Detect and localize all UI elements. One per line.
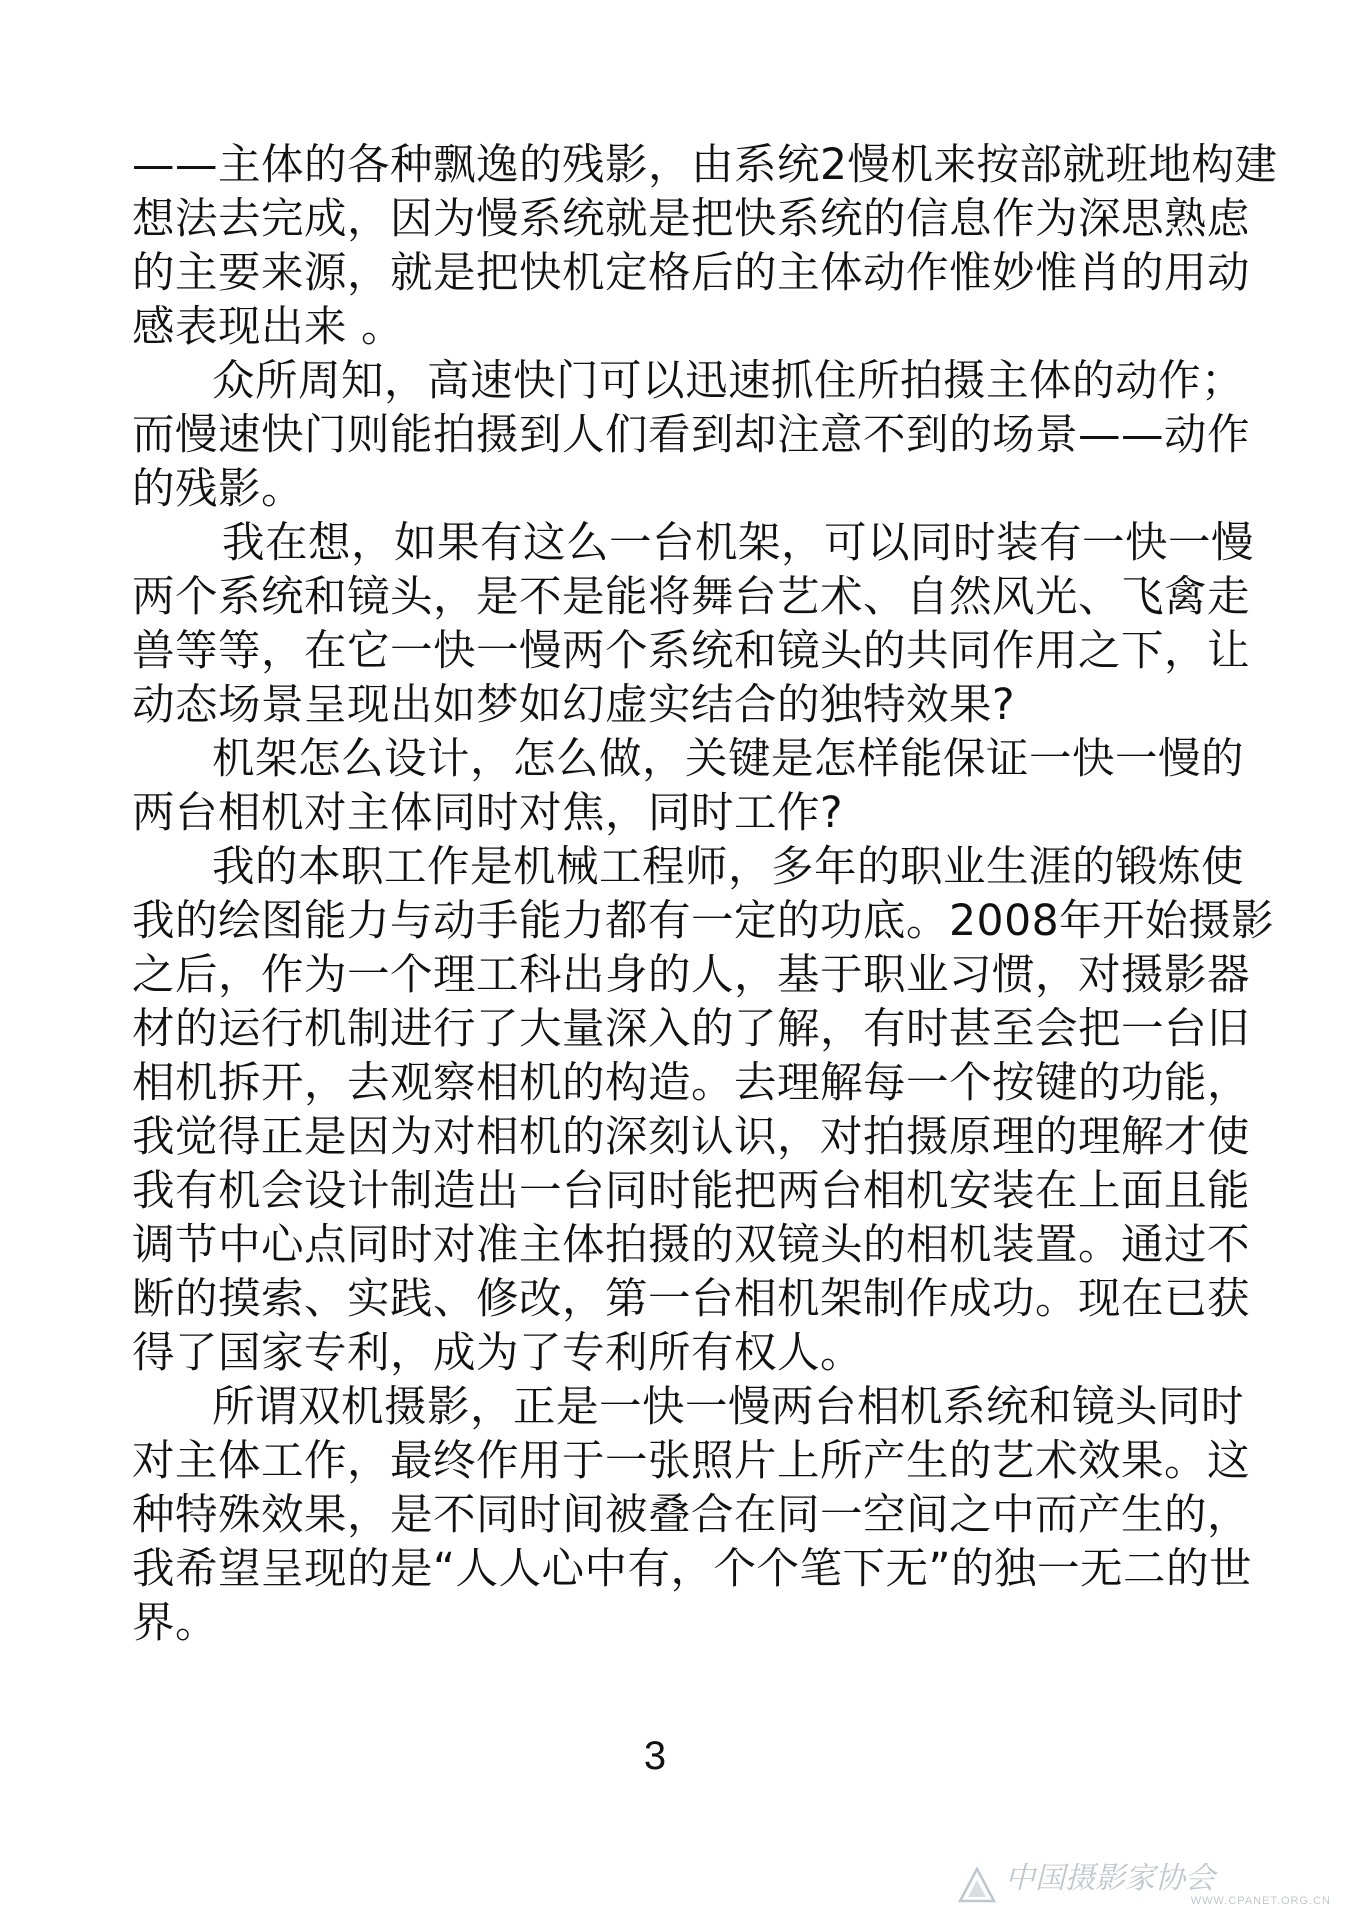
text-line: 对主体工作，最终作用于一张照片上所产生的艺术效果。这 <box>132 1437 1251 1486</box>
text-line: 界。 <box>132 1599 219 1648</box>
page-number: 3 <box>643 1734 667 1778</box>
text-line: 我希望呈现的是“人人心中有，个个笔下无”的独一无二的世 <box>132 1545 1253 1594</box>
text-line: 而慢速快门则能拍摄到人们看到却注意不到的场景——动作 <box>132 411 1251 460</box>
text-line: 动态场景呈现出如梦如幻虚实结合的独特效果? <box>132 681 1016 730</box>
text-line: 想法去完成，因为慢系统就是把快系统的信息作为深思熟虑 <box>132 195 1251 244</box>
text-line: 的残影。 <box>132 465 305 514</box>
text-line: 调节中心点同时对准主体拍摄的双镜头的相机装置。通过不 <box>132 1221 1251 1270</box>
paragraph-first-line: 机架怎么设计，怎么做，关键是怎样能保证一快一慢的 <box>212 735 1245 784</box>
text-line: 种特殊效果，是不同时间被叠合在同一空间之中而产生的， <box>132 1491 1251 1540</box>
paragraph-first-line: 我的本职工作是机械工程师，多年的职业生涯的锻炼使 <box>212 843 1245 892</box>
text-line: 的主要来源，就是把快机定格后的主体动作惟妙惟肖的用动 <box>132 249 1251 298</box>
text-line: 我有机会设计制造出一台同时能把两台相机安装在上面且能 <box>132 1167 1251 1216</box>
text-line: 兽等等，在它一快一慢两个系统和镜头的共同作用之下，让 <box>132 627 1251 676</box>
text-line: 得了国家专利，成为了专利所有权人。 <box>132 1329 864 1378</box>
association-logo-icon <box>957 1866 997 1906</box>
watermark-url: WWW.CPANET.ORG.CN <box>1190 1895 1331 1907</box>
text-line: 断的摸索、实践、修改，第一台相机架制作成功。现在已获 <box>132 1275 1251 1324</box>
paragraph-first-line: 所谓双机摄影，正是一快一慢两台相机系统和镜头同时 <box>212 1383 1245 1432</box>
text-line: 相机拆开，去观察相机的构造。去理解每一个按键的功能， <box>132 1059 1251 1108</box>
text-line: 两台相机对主体同时对焦，同时工作? <box>132 789 844 838</box>
text-line: 我觉得正是因为对相机的深刻认识，对拍摄原理的理解才使 <box>132 1113 1251 1162</box>
paragraph-first-line: 众所周知，高速快门可以迅速抓住所拍摄主体的动作； <box>212 357 1245 406</box>
text-line: 之后，作为一个理工科出身的人，基于职业习惯，对摄影器 <box>132 951 1251 1000</box>
text-line: 感表现出来 。 <box>132 303 405 352</box>
watermark <box>957 1862 1337 1912</box>
text-line: 两个系统和镜头，是不是能将舞台艺术、自然风光、飞禽走 <box>132 573 1251 622</box>
text-line: 我的绘图能力与动手能力都有一定的功底。2008年开始摄影 <box>132 897 1275 946</box>
text-line: ——主体的各种飘逸的残影，由系统2慢机来按部就班地构建 <box>132 141 1278 190</box>
watermark-title: 中国摄影家协会 <box>1005 1861 1215 1896</box>
text-line: 材的运行机制进行了大量深入的了解，有时甚至会把一台旧 <box>132 1005 1251 1054</box>
paragraph-first-line: 我在想，如果有这么一台机架，可以同时装有一快一慢 <box>222 519 1255 568</box>
